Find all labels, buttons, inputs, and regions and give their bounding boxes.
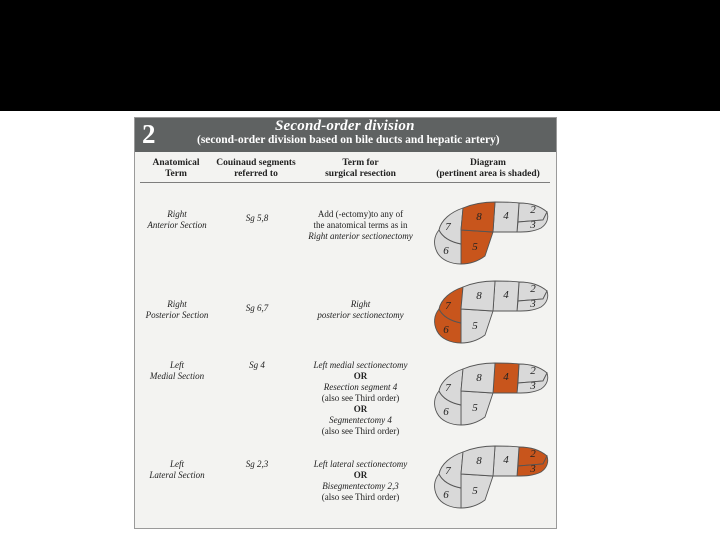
resection-line: OR	[353, 404, 368, 414]
resection-line: Right	[350, 299, 371, 309]
liver-diagram	[425, 436, 551, 514]
segment-label-5: 5	[472, 485, 478, 497]
resection-line: the anatomical terms as in	[313, 220, 408, 230]
resection-line: Add (-ectomy)to any of	[317, 209, 404, 219]
segment-label-3: 3	[530, 463, 536, 475]
term-line: Anterior Section	[147, 220, 207, 230]
resection-line: Segmentectomy 4	[329, 415, 392, 425]
segment-label-5: 5	[472, 320, 478, 332]
row-anatomical-term	[137, 209, 217, 231]
top-black-band	[0, 0, 720, 111]
resection-line: Right anterior sectionectomy	[308, 231, 413, 241]
segment-label-2: 2	[530, 365, 536, 377]
row-segments: Sg 4	[249, 360, 265, 370]
liver-diagram	[425, 271, 551, 349]
term-line: Posterior Section	[145, 310, 209, 320]
resection-line: (also see Third order)	[321, 393, 400, 403]
segment-label-7: 7	[445, 382, 451, 394]
resection-line: (also see Third order)	[321, 492, 400, 502]
row-anatomical-term	[137, 360, 217, 382]
segment-label-6: 6	[443, 324, 449, 336]
col-header-segments	[215, 158, 297, 180]
segment-label-8: 8	[476, 211, 482, 223]
segment-label-8: 8	[476, 290, 482, 302]
row-anatomical-term	[137, 459, 217, 481]
segment-label-6: 6	[443, 245, 449, 257]
liver-svg	[425, 192, 551, 270]
row-segments: Sg 5,8	[245, 213, 269, 223]
table-title: Second-order division	[275, 118, 415, 134]
resection-line: posterior sectionectomy	[317, 310, 404, 320]
col-header-line: (pertinent area is shaded)	[436, 169, 540, 179]
row-segments: Sg 6,7	[245, 303, 269, 313]
row-anatomical-term	[137, 299, 217, 321]
row-resection	[298, 209, 423, 242]
liver-division-table	[134, 117, 557, 529]
row-resection	[298, 459, 423, 503]
segment-label-7: 7	[445, 221, 451, 233]
segment-label-5: 5	[472, 402, 478, 414]
segment-label-4: 4	[503, 210, 509, 222]
segment-label-7: 7	[445, 465, 451, 477]
table-header	[135, 118, 556, 152]
col-header-line: Anatomical	[152, 158, 200, 168]
term-line: Left	[169, 459, 184, 469]
table-subtitle: (second-order division based on bile ducts and hepatic artery)	[197, 134, 500, 146]
term-line: Right	[167, 209, 187, 219]
col-header-line: surgical resection	[325, 169, 396, 179]
liver-svg	[425, 271, 551, 349]
segment-label-2: 2	[530, 204, 536, 216]
row-resection	[298, 299, 423, 321]
liver-svg	[425, 353, 551, 431]
segment-label-2: 2	[530, 283, 536, 295]
resection-line: Left lateral sectionectomy	[313, 459, 408, 469]
col-header-line: referred to	[234, 169, 278, 179]
segment-label-3: 3	[530, 380, 536, 392]
col-header-line: Couinaud segments	[216, 158, 296, 168]
segment-label-6: 6	[443, 406, 449, 418]
segment-label-8: 8	[476, 455, 482, 467]
row-resection	[298, 360, 423, 437]
col-header-anatomical	[137, 158, 215, 180]
resection-line: Bisegmentectomy 2,3	[322, 481, 399, 491]
row-segments: Sg 2,3	[245, 459, 269, 469]
term-line: Right	[167, 299, 187, 309]
liver-svg	[425, 436, 551, 514]
col-header-line: Diagram	[470, 158, 506, 168]
term-line: Left	[169, 360, 184, 370]
segment-label-4: 4	[503, 454, 509, 466]
resection-line: Left medial sectionectomy	[313, 360, 408, 370]
segment-label-4: 4	[503, 289, 509, 301]
segment-label-4: 4	[503, 371, 509, 383]
col-header-diagram	[423, 158, 553, 180]
resection-line: OR	[353, 470, 368, 480]
segment-label-6: 6	[443, 489, 449, 501]
resection-line: (also see Third order)	[321, 426, 400, 436]
segment-label-5: 5	[472, 241, 478, 253]
liver-diagram	[425, 353, 551, 431]
col-header-resection	[298, 158, 423, 180]
segment-label-7: 7	[445, 300, 451, 312]
segment-label-2: 2	[530, 448, 536, 460]
segment-label-3: 3	[530, 219, 536, 231]
resection-line: OR	[353, 371, 368, 381]
col-header-line: Term for	[342, 158, 379, 168]
liver-diagram	[425, 192, 551, 270]
col-header-line: Term	[165, 169, 187, 179]
segment-label-8: 8	[476, 372, 482, 384]
resection-line: Resection segment 4	[323, 382, 398, 392]
table-number: 2	[142, 119, 156, 149]
header-rule	[140, 182, 550, 183]
term-line: Medial Section	[149, 371, 205, 381]
term-line: Lateral Section	[149, 470, 205, 480]
segment-label-3: 3	[530, 298, 536, 310]
